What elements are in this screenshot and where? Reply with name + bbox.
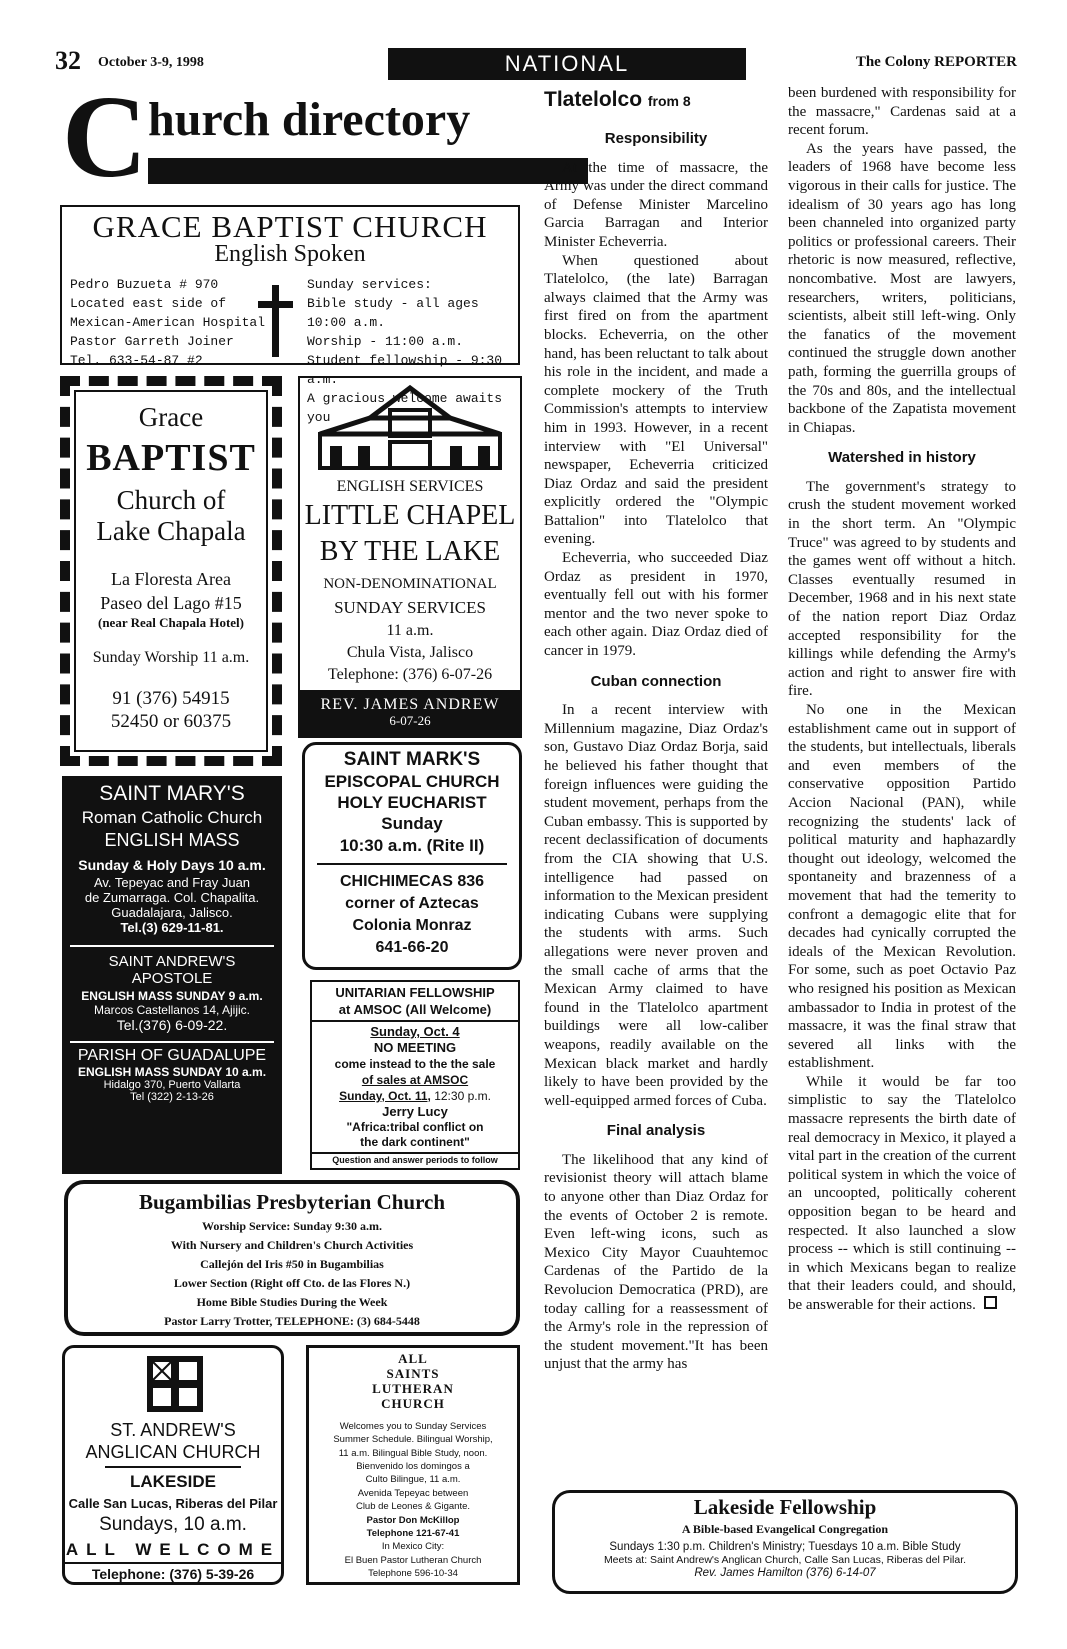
- grace-subtitle: English Spoken: [214, 241, 366, 267]
- marys-addr2: de Zumarraga. Col. Chapalita.: [84, 890, 260, 905]
- info-line: Sunday services:: [307, 277, 432, 292]
- st-andrews-anglican-ad: [62, 1345, 284, 1585]
- unit-date1: Sunday, Oct. 4: [370, 1024, 460, 1039]
- bug-l4: Lower Section (Right off Cto. de las Flores N.): [173, 1276, 411, 1290]
- paragraph-text: While it would be far too simplistic to say the Tlatelolco massacre represents the birth date of real democracy in Mexico, it played a vital part in the creation of the current political system in which the voice of an uncoopted, politically coherent opposition began to be heard and respected. It also launched a slow process -- which is still continuing -- in which Mexicans began to realize that their leaders could, and should, be answerable for their actions.: [788, 1073, 1016, 1313]
- chapala-address: Paseo del Lago #15: [100, 592, 242, 613]
- marks-line4: Sunday: [381, 814, 443, 833]
- saints-n3: LUTHERAN: [372, 1380, 454, 1396]
- chapala-phone1: 91 (376) 54915: [112, 687, 230, 709]
- celtic-cross-icon: [145, 1354, 205, 1414]
- anglican-time: Sundays, 10 a.m.: [99, 1514, 247, 1535]
- lakeside-l1: Sundays 1:30 p.m. Children's Ministry; Tuesdays 10 a.m. Bible Study: [609, 1541, 961, 1553]
- saints-n4: CHURCH: [381, 1395, 445, 1411]
- marks-phone: 641-66-20: [375, 939, 449, 956]
- chapel-denom: NON-DENOMINATIONAL: [323, 576, 497, 592]
- grace-baptist-ad: [60, 205, 520, 425]
- unit-sales: of sales at AMSOC: [361, 1073, 469, 1087]
- paragraph: As the years have passed, the leaders of 1968 have become less vigorous in their calls for justice. The idealism of 30 years ago has long been channeled into organized party politics or professional careers. Their rhetoric is now measured, reflective, noncombative. Most are lawyers, researchers, writers, politicians, scientists, albeit still left-wing. Only the fanatics of the movement continued the struggle down another path, forming the guerrilla groups of the 70s and 80s, and the intellectual backbone of the Zapatista movement in Chiapas.: [788, 140, 1016, 436]
- subhead-cuban: Cuban connection: [590, 672, 722, 690]
- section-label: NATIONAL: [388, 48, 746, 80]
- saints-line: Avenida Tepeyac between: [357, 1487, 469, 1499]
- unit-instead: come instead to the the sale: [334, 1057, 496, 1071]
- article-headline: Tlatelolco: [544, 88, 643, 111]
- paragraph: The government's strategy to crush the student movement worked in the short term. An "Olympic Truce" was agreed to by students and the games went off without a hitch. Classes eventually resumed in December, 1968 and in his next state of the nation report Diaz Ordaz accepted responsibility for the killings while defending the Army's action and right to answer fire with fire.: [788, 478, 1016, 700]
- unit-qa: Question and answer periods to follow: [332, 1155, 498, 1165]
- article-column-1: [544, 118, 768, 1374]
- subhead-final: Final analysis: [606, 1122, 706, 1140]
- subhead-watershed: Watershed in history: [828, 449, 976, 467]
- chapel-name2: BY THE LAKE: [319, 536, 501, 567]
- bug-l3: Callejón del Iris #50 in Bugambilias: [200, 1257, 384, 1271]
- anglican-addr: Calle San Lucas, Riberas del Pilar: [68, 1496, 278, 1511]
- anglican-name2: ANGLICAN CHURCH: [85, 1442, 261, 1462]
- chapel-rev: REV. JAMES ANDREW: [320, 696, 500, 713]
- chapala-grace: Grace: [138, 402, 204, 432]
- unit-topic2: the dark continent": [360, 1135, 470, 1149]
- andrew-apostle-name2: APOSTOLE: [131, 970, 213, 987]
- grace-title: GRACE BAPTIST CHURCH: [92, 209, 488, 244]
- paragraph: [788, 1073, 1016, 1315]
- saints-line: Pastor Don McKillop: [366, 1514, 460, 1526]
- marys-name: SAINT MARY'S: [99, 782, 245, 805]
- saints-line: In Mexico City:: [381, 1541, 445, 1553]
- chapala-area: La Floresta Area: [111, 568, 231, 589]
- chapel-time: 11 a.m.: [386, 622, 434, 639]
- unitarian-ad: [310, 980, 520, 1170]
- paragraph: The likelihood that any kind of revisionist theory will attach blame to anyone other than Diaz Ordaz for the events of October 2 is remote. Even left-wing icons, such as Mexico City Mayor Cuauhtemoc Cardenas of the Partido de la Revolucion Democratica (PRD), are today calling for a reassessment of the Army's role in the repression of the student movement."It has been unjust that the army has: [544, 1151, 768, 1373]
- marks-addr1: CHICHIMECAS 836: [339, 873, 485, 890]
- info-line: Worship - 11:00 a.m.: [307, 334, 464, 349]
- unit-date2: Sunday, Oct. 11,: [339, 1089, 431, 1103]
- guadalupe-mass: ENGLISH MASS SUNDAY 10 a.m.: [77, 1065, 267, 1079]
- paper-name: The Colony REPORTER: [855, 54, 1017, 70]
- title-rest: hurch directory: [148, 93, 471, 146]
- chapala-church-of: Church of: [116, 484, 226, 515]
- paragraph: No one in the Mexican establishment came out in support of the students, but intellectuals, liberals and even members of the conservative opposition Partido Accion Nacional (PAN), while recognizing the students' lack of political maturity and haphazardly thought out ideology, welcomed the spontaneity and brazenness of a movement that had the temerity to confront a demagogic elite that for decades had cynically corrupted the ideals of the Mexican Revolution. For some, such as poet Octavio Paz who resigned his position as Mexican ambassador to India in protest of the massacre, it was the final straw that severed all links with the establishment.: [788, 702, 1016, 1072]
- chapel-phone: Telephone: (376) 6-07-26: [327, 666, 493, 683]
- saints-line: Telephone 596-10-34: [368, 1568, 458, 1580]
- info-line: Tel. 633-54-87 #2: [70, 353, 203, 368]
- chapala-lake: Lake Chapala: [96, 515, 246, 546]
- saints-n1: ALL: [398, 1351, 428, 1366]
- marys-mass: ENGLISH MASS: [104, 830, 240, 850]
- guadalupe-tel: Tel (322) 2-13-26: [130, 1091, 214, 1103]
- marks-line1: SAINT MARK'S: [343, 749, 481, 770]
- grace-left-info: [70, 275, 265, 370]
- unit-nomeeting: NO MEETING: [373, 1040, 457, 1055]
- bug-name: Bugambilias Presbyterian Church: [138, 1190, 446, 1214]
- title-bar: [148, 158, 588, 184]
- lakeside-fellowship-ad: [552, 1490, 1018, 1594]
- anglican-name1: ST. ANDREW'S: [110, 1420, 236, 1440]
- paragraph: When questioned about Tlatelolco, (the late) Barragan always claimed that the Army was first fired on from the apartment blocks. Echeverria, on the other hand, has been reluctant to talk about his role in the incident, and made a complete mockery of the Truth Commission's attempts to interview him in 1993. However, in a recent interview with "El Universal" newspaper, Echeverria criticized Diaz Ordaz and said the president explicitly ordered the "Olympic Battalion" into Tlatelolco that evening.: [544, 252, 768, 548]
- andrew-apostle-mass: ENGLISH MASS SUNDAY 9 a.m.: [81, 989, 263, 1003]
- chapel-rev-phone: 6-07-26: [389, 713, 431, 729]
- saints-details: [309, 1420, 517, 1581]
- saints-line: 11 a.m. Bilingual Bible Study, noon.: [338, 1447, 488, 1459]
- marys-addr3: Guadalajara, Jalisco.: [111, 905, 233, 920]
- page-number: 32: [55, 46, 81, 75]
- unit-line2: at AMSOC (All Welcome): [338, 1002, 492, 1017]
- andrew-apostle-name1: SAINT ANDREW'S: [108, 953, 236, 970]
- issue-date: October 3-9, 1998: [98, 55, 204, 70]
- anglican-place: LAKESIDE: [130, 1472, 216, 1491]
- anglican-welcome: ALL WELCOME: [65, 1540, 281, 1559]
- lakeside-l2: Meets at: Saint Andrew's Anglican Church, Calle San Lucas, Riberas del Pilar.: [603, 1554, 967, 1566]
- little-chapel-ad: [298, 376, 522, 738]
- info-line: Bible study - all ages 10:00 a.m.: [307, 296, 479, 330]
- paragraph: Echeverria, who succeeded Diaz Ordaz as president in 1970, eventually fell out with his former mentor and the two never spoke to each other again. Diaz Ordaz died of cancer in 1979.: [544, 550, 768, 660]
- chapel-building-icon: [310, 384, 510, 472]
- info-line: Pastor Garreth Joiner: [70, 334, 234, 349]
- marks-line3: HOLY EUCHARIST: [337, 793, 487, 812]
- chapel-sunday: SUNDAY SERVICES: [334, 598, 486, 617]
- anglican-phone: Telephone: (376) 5-39-26: [91, 1566, 255, 1582]
- paragraph: At the time of massacre, the Army was under the direct command of Defense Minister Marcelino Garcia Barragan and Interior Minister Echeverria.: [544, 159, 768, 250]
- saints-line: Welcomes you to Sunday Services: [339, 1420, 487, 1432]
- info-line: Located east side of: [70, 296, 227, 311]
- cross-icon-bar: [258, 301, 293, 308]
- bug-l6: Pastor Larry Trotter, TELEPHONE: (3) 684-5448: [164, 1314, 420, 1328]
- directory-title: [62, 71, 527, 202]
- marys-addr1: Av. Tepeyac and Fray Juan: [93, 875, 251, 890]
- article-jump: from 8: [647, 93, 691, 109]
- chapel-name1: LITTLE CHAPEL: [304, 500, 516, 531]
- marks-line2: EPISCOPAL CHURCH: [324, 772, 500, 791]
- info-line: A gracious welcome awaits you: [307, 391, 503, 425]
- bugambilias-ad: [64, 1180, 520, 1336]
- marys-days: Sunday & Holy Days 10 a.m.: [78, 857, 266, 873]
- lakeside-name: Lakeside Fellowship: [693, 1495, 877, 1519]
- grace-chapala-ad: [60, 376, 282, 766]
- title-initial: C: [62, 71, 148, 202]
- all-saints-ad: [306, 1345, 520, 1585]
- chapel-place: Chula Vista, Jalisco: [346, 644, 474, 661]
- bug-l1: Worship Service: Sunday 9:30 a.m.: [201, 1219, 382, 1233]
- info-line: Student fellowship - 9:30 a.m.: [307, 353, 503, 387]
- saints-line: Culto Bilingue, 11 a.m.: [365, 1474, 461, 1486]
- lakeside-sub: A Bible-based Evangelical Congregation: [681, 1522, 889, 1536]
- unit-speaker: Jerry Lucy: [382, 1104, 448, 1119]
- lakeside-l3: Rev. James Hamilton (376) 6-14-07: [694, 1567, 876, 1579]
- article-column-2: [788, 84, 1016, 1315]
- saint-marks-ad: [302, 742, 522, 970]
- saints-line: El Buen Pastor Lutheran Church: [344, 1554, 482, 1566]
- unit-line1: UNITARIAN FELLOWSHIP: [335, 985, 495, 1000]
- marks-line5: 10:30 a.m. (Rite II): [339, 836, 485, 855]
- paragraph: In a recent interview with Millennium magazine, Diaz Ordaz's son, Gustavo Diaz Ordaz Borja, said he believed his father thought that foreign influences were guiding the student movement, perhaps from the Cuban embassy. This is supported by recent declassification of documents from the CIA showing that U.S. intelligence had passed on information to the Mexican president indicating Cubans were supplying the students with arms. Such allegations were never proven and the small cache of arms that the Mexican Army claimed to have found in the Tlatelolco apartment buildings were all low-caliber weapons, readily available on the Mexican black market and hardly likely to have been provided by the well-equipped armed forces of Cuba.: [544, 702, 768, 1109]
- info-line: Mexican-American Hospital: [70, 315, 266, 330]
- bug-l2: With Nursery and Children's Church Activities: [170, 1238, 414, 1252]
- info-line: Pedro Buzueta # 970: [70, 277, 219, 292]
- saints-line: Telephone 121-67-41: [366, 1528, 460, 1539]
- subhead-responsibility: Responsibility: [604, 130, 708, 147]
- marks-addr2: corner of Aztecas: [345, 895, 479, 912]
- andrew-apostle-tel: Tel.(376) 6-09-22.: [116, 1017, 228, 1033]
- marys-type: Roman Catholic Church: [81, 808, 263, 827]
- chapala-phone2: 52450 or 60375: [110, 711, 232, 733]
- article-head: [544, 88, 691, 112]
- saints-line: Bienvenido los domingos a: [356, 1460, 470, 1472]
- guadalupe-name: PARISH OF GUADALUPE: [77, 1047, 267, 1064]
- saint-marys-ad: [62, 776, 282, 1174]
- andrew-apostle-addr: Marcos Castellanos 14, Ajijic.: [93, 1003, 251, 1017]
- end-mark-icon: [984, 1296, 997, 1309]
- cross-icon: [272, 285, 279, 357]
- marys-tel: Tel.(3) 629-11-81.: [120, 920, 224, 935]
- unit-time2: 12:30 p.m.: [430, 1089, 491, 1103]
- paragraph: been burdened with responsibility for the massacre," Cardenas said at a recent forum.: [788, 85, 1016, 139]
- chapala-near: (near Real Chapala Hotel): [98, 615, 244, 631]
- chapel-english: ENGLISH SERVICES: [336, 478, 484, 495]
- saints-line: Summer Schedule. Bilingual Worship,: [333, 1434, 493, 1446]
- marks-addr3: Colonia Monraz: [352, 917, 472, 934]
- guadalupe-addr: Hidalgo 370, Puerto Vallarta: [103, 1079, 241, 1091]
- chapala-baptist: BAPTIST: [86, 437, 256, 480]
- saints-n2: SAINTS: [386, 1365, 440, 1381]
- unit-topic1: "Africa:tribal conflict on: [346, 1120, 484, 1134]
- chapala-worship: Sunday Worship 11 a.m.: [92, 649, 250, 667]
- bug-l5: Home Bible Studies During the Week: [196, 1295, 388, 1309]
- saints-line: Club de Leones & Gigante.: [355, 1501, 471, 1513]
